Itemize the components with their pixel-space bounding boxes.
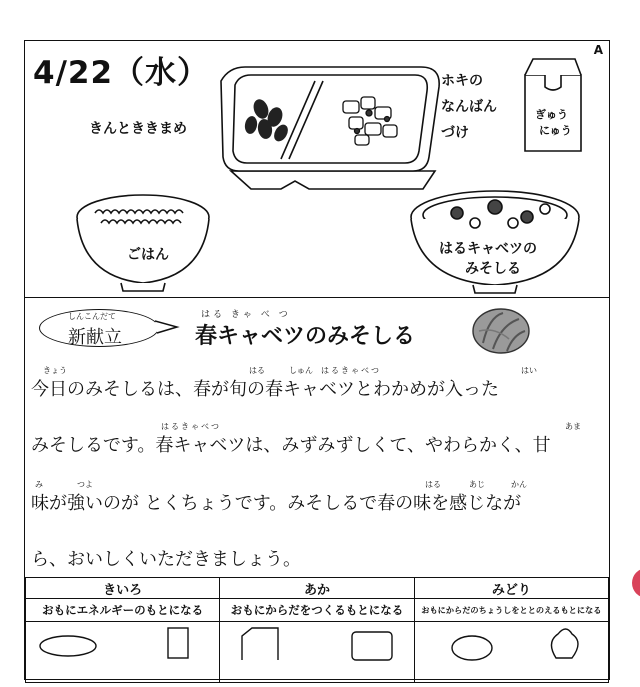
hoki-label-line-2: なんばん xyxy=(441,99,497,115)
description-line-2: みそしるです。春キャベツは、みずみずしくて、やわらかく、甘 xyxy=(31,435,551,456)
food-group-green-images xyxy=(414,622,608,683)
spring-cabbage-icon xyxy=(469,305,533,357)
ruby-haru-kyabetsu-2: はるきゃべつ xyxy=(161,422,221,431)
title-ruby: はる きゃ べ つ xyxy=(201,310,291,320)
milk-label-line-2: にゅう xyxy=(539,124,572,137)
food-groups-table-area xyxy=(25,577,609,687)
description-line-3: 味が強いのが とくちょうです。みそしるで春の味を感じなが xyxy=(31,493,522,514)
yellow-foods-illustration xyxy=(28,622,218,662)
rice-bowl-illustration xyxy=(77,195,209,291)
ruby-kan: かん xyxy=(511,480,527,489)
red-foods-illustration xyxy=(222,622,412,662)
food-group-red-images xyxy=(220,622,414,683)
ruby-aji: あじ xyxy=(469,480,485,489)
dish-title: 春キャベツのみそしる xyxy=(195,324,416,349)
badge-tail-shape xyxy=(155,317,195,337)
rice-label: ごはん xyxy=(127,247,169,263)
food-group-green-desc: おもにからだのちょうしをととのえるもとになる xyxy=(414,599,608,622)
milk-label-line-1: ぎゅう xyxy=(535,108,568,121)
ruby-tsuyo: つよ xyxy=(77,480,93,489)
food-group-image-row xyxy=(26,622,609,683)
lunch-menu-sheet xyxy=(24,40,610,680)
kintoki-label: きんとききまめ xyxy=(89,121,187,137)
hoki-label-line-1: ホキの xyxy=(441,73,483,89)
ruby-hai: はい xyxy=(521,366,537,375)
food-group-red-desc: おもにからだをつくるもとになる xyxy=(220,599,414,622)
description-line-4: ら、おいしくいただきましょう。 xyxy=(31,549,301,570)
food-group-red-name: あか xyxy=(220,578,414,599)
ruby-haru-1: はる xyxy=(249,366,265,375)
new-menu-badge xyxy=(39,309,159,347)
food-group-yellow-name: きいろ xyxy=(26,578,220,599)
food-groups-table xyxy=(25,577,609,683)
badge-text: 新献立 xyxy=(68,327,122,348)
hoki-label-line-3: づけ xyxy=(441,125,469,141)
soup-label-line-2: みそしる xyxy=(465,261,521,277)
ruby-haru-kyabetsu-1: はるきゃべつ xyxy=(321,366,381,375)
ruby-mi: み xyxy=(35,480,43,489)
food-group-name-row xyxy=(26,578,609,599)
food-group-yellow-images xyxy=(26,622,220,683)
meal-illustration-area xyxy=(25,41,609,298)
ruby-shun: しゅん xyxy=(289,366,313,375)
new-menu-section xyxy=(25,297,609,577)
menu-date: 4/22（水） xyxy=(33,55,210,91)
ruby-ama: あま xyxy=(565,422,581,431)
corner-mark: A xyxy=(593,43,603,57)
ruby-haru-2: はる xyxy=(425,480,441,489)
food-group-green-name: みどり xyxy=(414,578,608,599)
side-scroll-handle[interactable] xyxy=(632,568,640,598)
food-group-yellow-desc: おもにエネルギーのもとになる xyxy=(26,599,220,622)
ruby-kyou: きょう xyxy=(43,366,67,375)
badge-ruby: しんこんだて xyxy=(68,312,116,321)
green-foods-illustration xyxy=(416,622,606,662)
soup-label-line-1: はるキャベツの xyxy=(439,241,537,257)
food-group-desc-row xyxy=(26,599,609,622)
description-line-1: 今日のみそしるは、春が旬の春キャベツとわかめが入った xyxy=(31,379,499,400)
